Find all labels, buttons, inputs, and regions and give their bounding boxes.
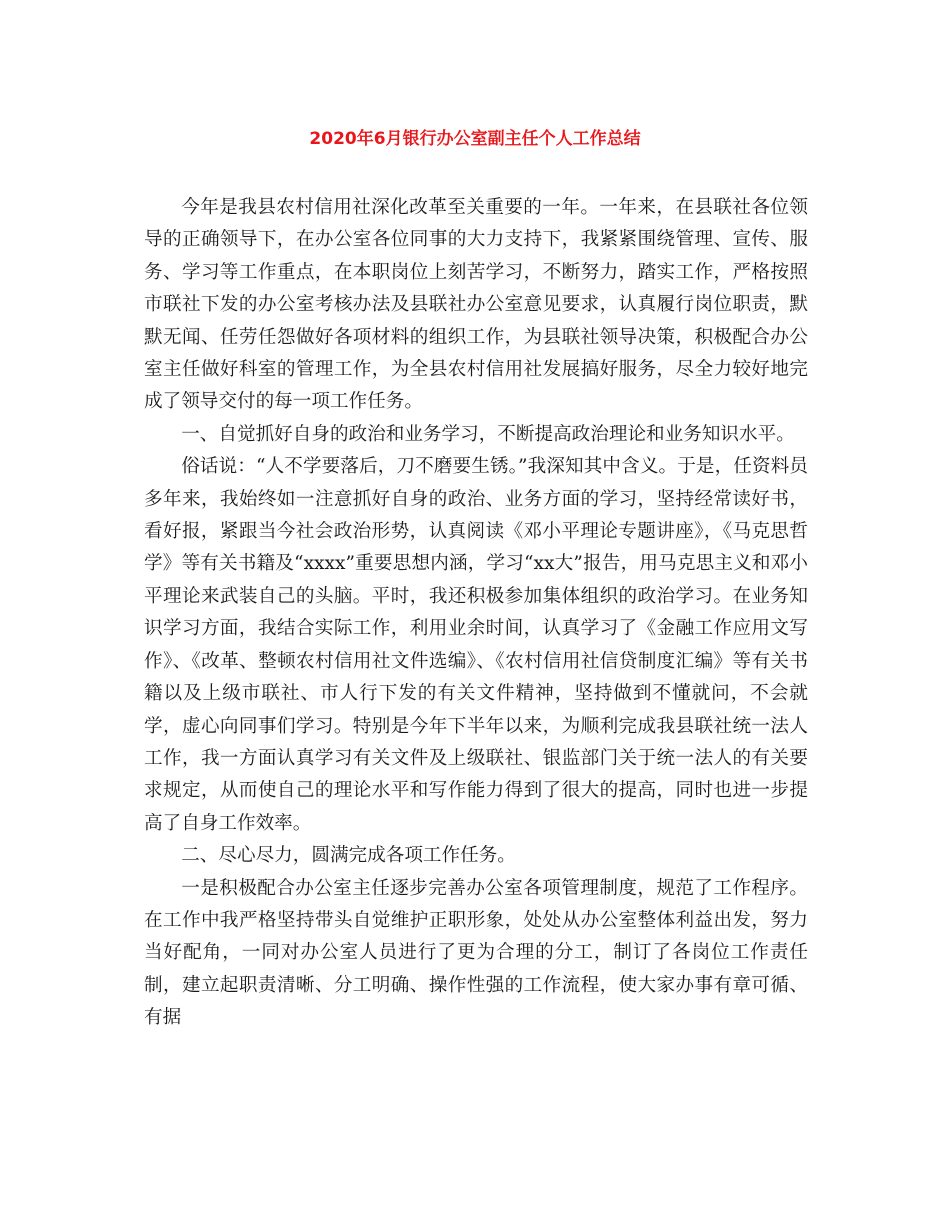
document-title: 2020年6月银行办公室副主任个人工作总结: [309, 129, 641, 149]
section-2-paragraph: 一是积极配合办公室主任逐步完善办公室各项管理制度，规范了工作程序。在工作中我严格坚持带头自觉维护正职形象，处处从办公室整体利益出发，努力当好配角，一同对办公室人员进行了更为合理的分工，制订了各岗位工作责任制，建立起职责清晰、分工明确、操作性强的工作流程，使大家办事有章可循、有据: [144, 877, 808, 1029]
section-1-paragraph: 俗话说：“人不学要落后，刀不磨要生锈。”我深知其中含义。于是，任资料员多年来，我始终如一注意抓好自身的政治、业务方面的学习，坚持经常读好书，看好报，紧跟当今社会政治形势，认真阅读《邓小平理论专题讲座》，《马克思哲学》等有关书籍及“xxxx”重要思想内涵，学习“xx大”报告，用马克思主义和邓小平理论来武装自己的头脑。平时，我还积极参加集体组织的政治学习。在业务知识学习方面，我结合实际工作，利用业余时间，认真学习了《金融工作应用文写作》、《改革、整顿农村信用社文件选编》、《农村信用社信贷制度汇编》等有关书籍以及上级市联社、市人行下发的有关文件精神，坚持做到不懂就问，不会就学，虚心向同事们学习。特别是今年下半年以来，为顺利完成我县联社统一法人工作，我一方面认真学习有关文件及上级联社、银监部门关于统一法人的有关要求规定，从而使自己的理论水平和写作能力得到了很大的提高，同时也进一步提高了自身工作效率。: [144, 456, 808, 834]
section-heading-2: 二、尽心尽力，圆满完成各项工作任务。: [181, 845, 516, 867]
document-body: [144, 192, 808, 1035]
section-heading-1: 一、自觉抓好自身的政治和业务学习，不断提高政治理论和业务知识水平。: [181, 423, 795, 445]
intro-paragraph: 今年是我县农村信用社深化改革至关重要的一年。一年来，在县联社各位领导的正确领导下，在办公室各位同事的大力支持下，我紧紧围绕管理、宣传、服务、学习等工作重点，在本职岗位上刻苦学习，不断努力，踏实工作，严格按照市联社下发的办公室考核办法及县联社办公室意见要求，认真履行岗位职责，默默无闻、任劳任怨做好各项材料的组织工作，为县联社领导决策，积极配合办公室主任做好科室的管理工作，为全县农村信用社发展搞好服务，尽全力较好地完成了领导交付的每一项工作任务。: [144, 197, 808, 413]
